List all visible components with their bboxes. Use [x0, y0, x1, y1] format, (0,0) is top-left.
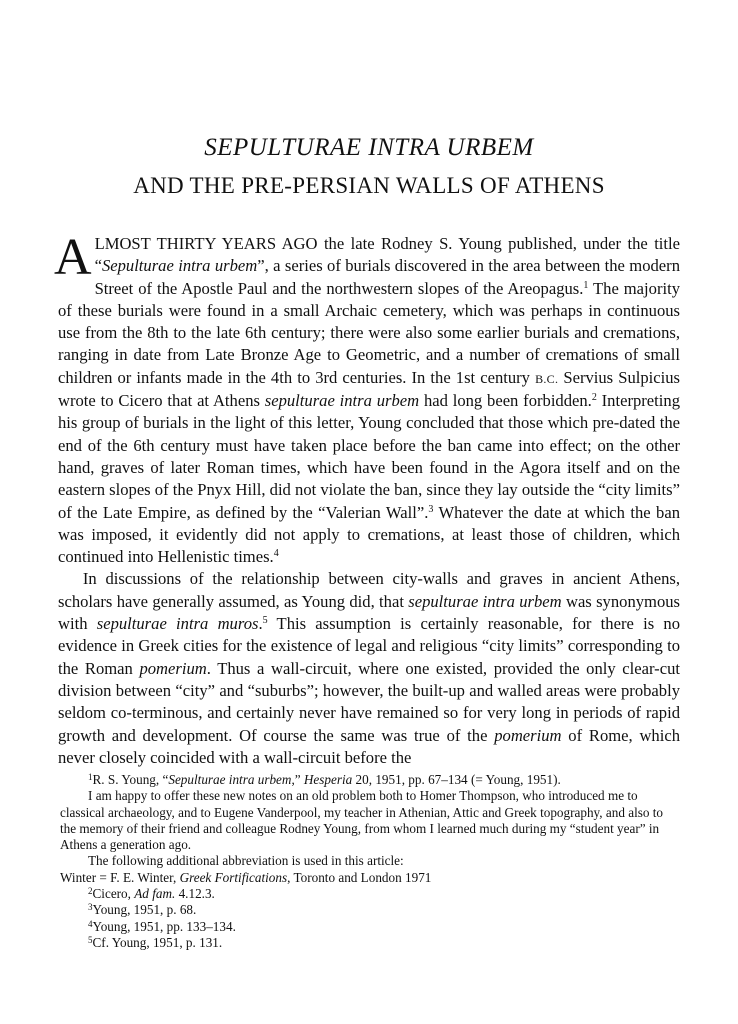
footnote-ref[interactable]: 4	[273, 548, 279, 560]
text-span: .	[258, 614, 263, 634]
journal-title: Hesperia	[303, 772, 353, 787]
title-line-2: AND THE PRE-PERSIAN WALLS OF ATHENS	[133, 173, 605, 198]
text-span: ”, a series of burials discovered in the area between the modern Street of the Apostle Paul and the northwestern slopes of the Areopagus.	[94, 256, 680, 298]
text-span: Whatever the date at which the ban was imposed, it evidently did not apply to cremations, at least those of children, which continued into Hellenistic times.	[58, 502, 680, 567]
footnotes	[60, 772, 682, 951]
paragraph-1	[54, 229, 680, 568]
footnote-number: 5	[88, 934, 93, 945]
text-span: . Thus a wall-circuit, where one existed, provided the only clear-cut division between “city” and “suburbs”; however, the built-up and walled areas were probably seldom co-terminous, and certainly never have remained so for very long in periods of rapid growth and development. Of course the same was true of the	[58, 658, 680, 745]
footnote-ref[interactable]: 5	[262, 615, 268, 627]
footnote-number: 2	[88, 886, 93, 897]
text-span: 20, 1951, pp. 67–134 (= Young, 1951).	[352, 772, 561, 787]
italic-term: pomerium	[494, 725, 562, 745]
text-span: LMOST THIRTY YEARS AGO the late Rodney S. Young published, under the title “	[94, 234, 680, 276]
text-span: Winter = F. E. Winter,	[60, 869, 180, 885]
text-span: This assumption is certainly reasonable, for there is no evidence in Greek cities for the existence of legal and religious “city limits” corresponding to the Roman	[58, 614, 681, 678]
text-span: Servius Sulpicius wrote to Cicero that at Athens	[58, 367, 680, 411]
book-title: Greek Fortifications	[179, 869, 288, 885]
acknowledgement: I am happy to offer these new notes on an old problem both to Homer Thompson, who introduced me to classical archaeology, and to Eugene Vanderpool, my teacher in Athenian, Attic and Greek topography, and also to the memory of their friend and colleague Rodney Young, from whom I learned much during my “student year” in Athens a generation ago.	[60, 788, 664, 853]
text-span: Interpreting his group of burials in the light of this letter, Young concluded that those which pre-dated the end of the 6th century must have taken place before the ban came into effect; on the other hand, graves of later Roman times, which have been found in the Agora itself and on the eastern slopes of the Pnyx Hill, did not violate the ban, since they lay outside the “city limits” of the Late Empire, as defined by the “Valerian Wall”.	[58, 391, 680, 522]
footnote-5	[60, 935, 682, 951]
italic-term: pomerium	[139, 658, 207, 678]
italic-term: Sepulturae intra urbem	[168, 772, 292, 787]
italic-term: sepulturae intra muros	[96, 614, 259, 634]
small-caps-era: B.C.	[535, 371, 559, 386]
text-span: Young, 1951, pp. 133–134.	[92, 918, 236, 934]
paragraph-2	[58, 568, 680, 769]
footnote-4	[60, 919, 682, 935]
text-span: of Rome, which never closely coincided with a wall-circuit before the	[58, 725, 680, 767]
text-span: In discussions of the relationship between city-walls and graves in ancient Athens, scholars have generally assumed, as Young did, that	[58, 569, 680, 611]
footnote-number: 1	[88, 772, 93, 782]
footnote-3	[60, 902, 682, 918]
text-span: Cicero,	[92, 886, 135, 902]
text-span: 4.12.3.	[175, 886, 215, 902]
italic-term: sepulturae intra urbem	[264, 391, 420, 411]
italic-term: sepulturae intra urbem	[408, 591, 562, 611]
abbreviation-entry	[60, 870, 682, 886]
footnote-1	[60, 772, 682, 788]
text-span: The majority of these burials were found in a small Archaic cemetery, which was perhaps in continuous use from the 8th to the late 6th century; there were also some earlier burials and cremations, ranging in date from Late Bronze Age to Geometric, and a number of cremations of small children or infants made in the 4th to 3rd centuries. In the 1st century	[58, 278, 680, 387]
text-span: was synonymous with	[58, 591, 680, 634]
italic-term: Ad fam.	[134, 886, 176, 902]
text-span: ,”	[291, 772, 304, 787]
article-title	[0, 132, 738, 202]
article-body	[54, 229, 681, 769]
footnote-2	[60, 886, 682, 902]
footnote-ref[interactable]: 2	[591, 392, 597, 404]
title-line-1: SEPULTURAE INTRA URBEM	[204, 134, 534, 161]
drop-cap: A	[54, 229, 92, 286]
italic-term: Sepulturae intra urbem	[101, 256, 258, 276]
text-span: had long been forbidden.	[419, 391, 592, 411]
footnote-ref[interactable]: 3	[428, 503, 434, 515]
footnote-number: 3	[88, 902, 93, 913]
text-span: Cf. Young, 1951, p. 131.	[92, 934, 223, 950]
text-span: , Toronto and London 1971	[287, 869, 432, 885]
footnote-number: 4	[88, 918, 93, 929]
footnote-ref[interactable]: 1	[583, 279, 589, 291]
text-span: Young, 1951, p. 68.	[92, 902, 197, 918]
abbreviation-intro: The following additional abbreviation is used in this article:	[88, 853, 404, 869]
text-span: R. S. Young, “	[92, 772, 169, 787]
